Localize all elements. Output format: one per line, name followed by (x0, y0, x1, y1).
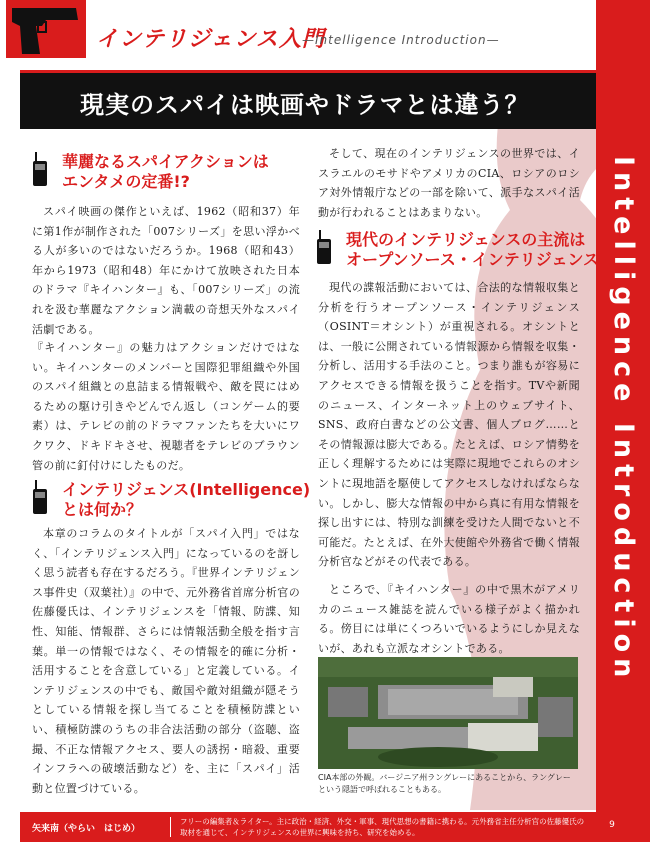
footer-divider (170, 817, 171, 837)
article-title: 現実のスパイは映画やドラマとは違う？ (80, 91, 530, 119)
section-heading-1 (62, 152, 269, 192)
paragraph: スパイ映画の傑作といえば、1962（昭和37）年に第1作が制作された「007シリーズ」を思い浮かべる人が多いのではないだろうか。1968（昭和43）年から1973（昭和48）年にかけて放映された日本のドラマ『キイハンター』も、「007シリーズ」の流れを汲む華麗なアクション満載の奇想天外なスパイ活劇である。 (32, 205, 300, 336)
paragraph: 本章のコラムのタイトルが「スパイ入門」ではなく、「インテリジェンス入門」になっているのを訝しく思う読者も存在するだろう。『世界インテリジェンス事件史（双葉社）』の中で、元外務省首席分析官の佐藤優氏は、インテリジェンスを「情報、防諜、知性、知能、情報群、さらには情報活動全般を指す言葉。単一の情報ではなく、その情報を的確に分析・活用することを含意している」と定義している。インテリジェンスの中でも、敵国や敵対組織が隠そうとしている情報を探し当てることを積極防諜といい、積極防諜のうちの非合法活動の部分（盗聴、盗撮、不正な情報アクセス、要人の誘拐・暗殺、重要インフラへの破壊活動など）を、主に「スパイ」活動と位置づけている。 (32, 527, 300, 795)
series-title: インテリジェンス入門 (96, 27, 325, 52)
walkie-talkie-icon (32, 480, 48, 514)
author-bio: フリーの編集者＆ライター。主に政治・経済、外交・軍事、現代思想の書籍に携わる。元外務省主任分析官の佐藤優氏の取材を通じて、インテリジェンスの世界に興味を持ち、研究を始める。 (180, 817, 585, 837)
section-heading-line: オープンソース・インテリジェンス (346, 250, 599, 269)
walkie-talkie-icon (32, 152, 48, 186)
walkie-talkie-icon (316, 230, 332, 264)
side-title: Intelligence Introduction (608, 156, 639, 684)
cia-headquarters-photo (318, 657, 578, 769)
series-subtitle: —Intelligence Introduction— (302, 33, 500, 47)
section-heading-line: インテリジェンス(Intelligence) (62, 480, 311, 499)
paragraph: 現代の諜報活動においては、合法的な情報収集と分析を行うオープンソース・インテリジェンス（OSINT＝オシント）が重視される。オシントとは、一般に公開されている情報源から情報を収集・分析し、活用する手法のこと。つまり誰もが容易にアクセスできる情報を扱うことを指す。TVや新聞のニュース、インターネット上のウェブサイト、SNS、政府白書などの公文書、個人ブログ……とその情報源は膨大である。たとえば、ロシア情勢を正しく理解するためには実際に現地でこれらのオシントに現地語を駆使してアクセスしなければならない。しかし、膨大な情報の中から真に有用な情報を探し出すには、特別な訓練を受けた人間でないと不可能だ。たとえば、在外大使館や外務省で働く情報分析官などがその代表である。 (318, 281, 580, 569)
paragraph: 『キイハンター』の魅力はアクションだけではない。キイハンターのメンバーと国際犯罪組織や外国のスパイ組織との息詰まる情報戦や、敵を罠にはめるための駆け引きやどんでん返し（コンゲーム的要素）は、テレビの前のドラマファンたちを大いにワクワク、ドキドキさせ、視聴者をテレビのブラウン管の前に釘付けにしたものだ。 (32, 341, 300, 472)
section-heading-line: とは何か？ (62, 500, 143, 519)
section-heading-3 (346, 230, 599, 270)
pistol-icon (6, 0, 86, 62)
author-footer (20, 812, 596, 842)
photo-caption: CIA本部の外観。バージニア州ラングレーにあることから、ラングレーという隠語で呼ばれることもある。 (318, 773, 571, 794)
author-name: 矢来南（やらい はじめ） (32, 824, 141, 834)
page-number: 9 (609, 820, 615, 830)
section-heading-line: エンタメの定番!? (62, 172, 190, 191)
paragraph: ところで、『キイハンター』の中で黒木がアメリカのニュース雑誌を読んでいる様子がよく描かれる。傍目には単にくつろいでいるようにしか見えないが、あれも立派なオシントである。 (318, 583, 580, 655)
section-heading-line: 華麗なるスパイアクションは (62, 152, 269, 171)
title-bar (20, 70, 596, 129)
section-heading-line: 現代のインテリジェンスの主流は (346, 230, 586, 249)
section-heading-2 (62, 480, 310, 520)
paragraph: そして、現在のインテリジェンスの世界では、イスラエルのモサドやアメリカのCIA、ロシアのロシア対外情報庁などの一部を除いて、派手なスパイ活動が行われることはあまりない。 (318, 147, 580, 219)
